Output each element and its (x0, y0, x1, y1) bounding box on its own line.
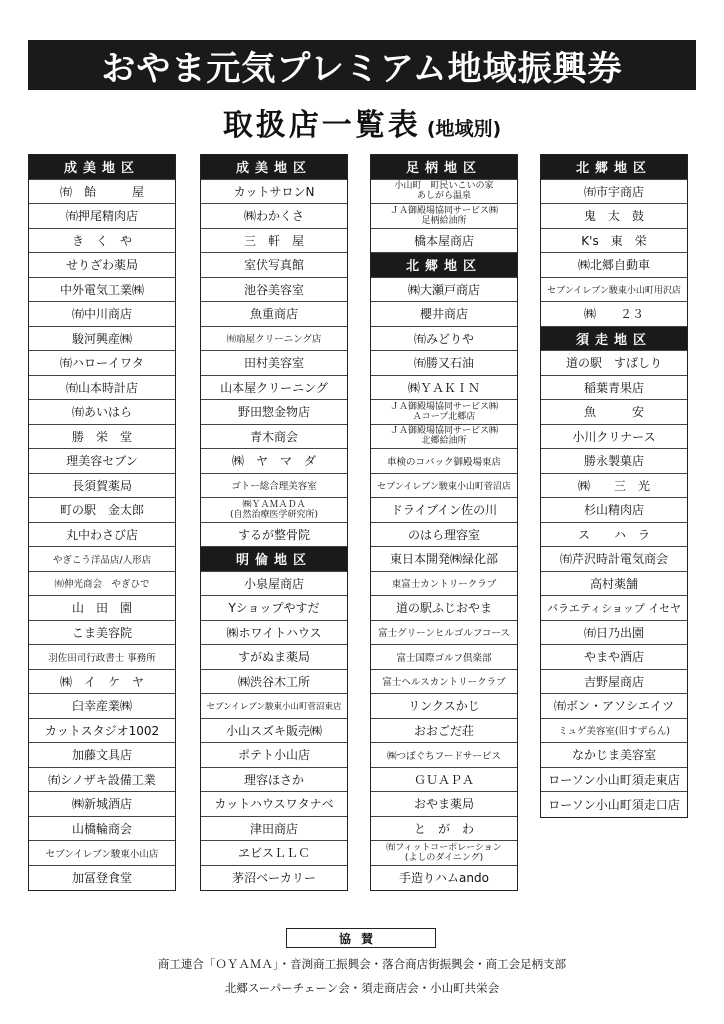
store-entry: 富士ヘルスカントリークラブ (371, 670, 517, 695)
store-entry: カットサロンN (201, 180, 347, 205)
store-entry (371, 180, 517, 205)
store-name-line-1: ＪＡ御殿場協同サービス㈱ (389, 426, 498, 437)
store-entry: 三 軒 屋 (201, 229, 347, 254)
store-entry: ㈱ ヤ マ ダ (201, 449, 347, 474)
store-entry: ㈱わかくさ (201, 204, 347, 229)
store-entry: K's 東 栄 (541, 229, 687, 254)
store-entry: ㈱北郷自動車 (541, 253, 687, 278)
store-name-line-2: (よしのダイニング) (404, 852, 484, 863)
store-entry: ㈲扇屋クリーニング店 (201, 327, 347, 352)
store-column-3 (370, 154, 518, 891)
store-entry: 勝永製菓店 (541, 449, 687, 474)
store-entry: 小泉屋商店 (201, 572, 347, 597)
store-entry: 理美容セブン (29, 449, 175, 474)
store-entry: ㈱ イ ケ ヤ (29, 670, 175, 695)
store-column-2 (200, 154, 348, 891)
store-entry (371, 204, 517, 229)
sponsor-line-2: 北郷スーパーチェーン会・須走商店会・小山町共栄会 (224, 981, 500, 995)
store-entry: なかじま美容室 (541, 743, 687, 768)
store-name-line-2: あしがら温泉 (416, 191, 471, 202)
store-entry: 池谷美容室 (201, 278, 347, 303)
store-entry: 茅沼ベーカリー (232, 871, 316, 886)
store-entry: 勝 栄 堂 (29, 425, 175, 450)
store-entry: 魚 安 (541, 400, 687, 425)
store-entry: ㈱ 三 光 (541, 474, 687, 499)
store-entry: ㈲ハローイワタ (29, 351, 175, 376)
store-entry: 東富士カントリークラブ (371, 572, 517, 597)
store-entry: 富士国際ゴルフ倶楽部 (371, 645, 517, 670)
store-entry: バラエティショップ イセヤ (541, 596, 687, 621)
store-entry: やまや酒店 (541, 645, 687, 670)
store-entry: ㈲日乃出園 (541, 621, 687, 646)
store-entry: 橋本屋商店 (371, 229, 517, 254)
sponsor-line-1: 商工連合「ＯＹＡＭＡ」・音渕商工振興会・落合商店街振興会・商工会足柄支部 (157, 957, 567, 971)
store-entry: 町の駅 金太郎 (29, 498, 175, 523)
store-name-line-1: ㈱ＹＡＭＡＤＡ (242, 499, 306, 510)
store-entry: ㈱渋谷木工所 (201, 670, 347, 695)
district-header: 成美地区 (29, 155, 175, 180)
store-name-line-2: (自然治療医学研究所) (229, 509, 319, 520)
store-entry: 杉山精肉店 (541, 498, 687, 523)
store-entry: ローソン小山町須走口店 (548, 797, 680, 812)
store-entry: 東日本開発㈱緑化部 (371, 547, 517, 572)
subtitle-main: 取扱店一覧表 (222, 108, 421, 143)
store-entry: ㈱大瀬戸商店 (371, 278, 517, 303)
store-entry: ＧＵＡＰＡ (371, 768, 517, 793)
store-entry: ヱビスＬＬＣ (201, 841, 347, 866)
store-entry (371, 841, 517, 866)
store-entry: ㈱ホワイトハウス (201, 621, 347, 646)
sponsor-label: 協賛 (286, 928, 436, 948)
store-entry: 手造りハムando (399, 871, 489, 886)
store-entry: 理容ほさか (201, 768, 347, 793)
store-entry: 富士グリーンヒルゴルフコース (371, 621, 517, 646)
store-entry: ㈱ＹＡＫＩＮ (371, 376, 517, 401)
store-entry: ミュゲ美容室(旧すずらん) (541, 719, 687, 744)
store-entry: 駿河興産㈱ (29, 327, 175, 352)
district-header: 北郷地区 (541, 155, 687, 180)
store-entry: こま美容院 (29, 621, 175, 646)
store-entry: 野田惣金物店 (201, 400, 347, 425)
store-entry: 魚重商店 (201, 302, 347, 327)
store-entry: 櫻井商店 (371, 302, 517, 327)
store-entry: 車検のコバック御殿場東店 (371, 449, 517, 474)
store-entry: ㈲ボン・アソシエイツ (541, 694, 687, 719)
store-entry: ㈲ 飴 屋 (29, 180, 175, 205)
store-entry: 羽佐田司行政書士 事務所 (29, 645, 175, 670)
store-entry: セブンイレブン駿東小山町菅沼店 (371, 474, 517, 499)
district-header: 須走地区 (541, 327, 687, 352)
store-entry: 加藤文具店 (29, 743, 175, 768)
store-entry: ㈲あいはら (29, 400, 175, 425)
store-entry: ㈲山本時計店 (29, 376, 175, 401)
store-entry: ドライブイン佐の川 (371, 498, 517, 523)
store-entry: ゴトー総合理美容室 (201, 474, 347, 499)
store-entry: カットハウスワタナベ (201, 792, 347, 817)
district-header: 成美地区 (201, 155, 347, 180)
store-entry: 丸中わさび店 (29, 523, 175, 548)
store-entry: ローソン小山町須走東店 (541, 768, 687, 793)
store-entry: セブンイレブン駿東小山町用沢店 (541, 278, 687, 303)
store-name-line-1: ＪＡ御殿場協同サービス㈱ (389, 401, 498, 412)
store-entry: 道の駅 すばしり (541, 351, 687, 376)
store-entry: ㈱ ２３ (541, 302, 687, 327)
store-entry: ㈲押尾精肉店 (29, 204, 175, 229)
district-header: 足柄地区 (371, 155, 517, 180)
store-entry: Yショップやすだ (201, 596, 347, 621)
store-entry: カットスタジオ1002 (29, 719, 175, 744)
store-entry: すがぬま薬局 (201, 645, 347, 670)
store-entry: 山 田 園 (29, 596, 175, 621)
store-column-1 (28, 154, 176, 891)
district-header: 北郷地区 (371, 253, 517, 278)
store-entry: 山本屋クリーニング (201, 376, 347, 401)
store-entry: 稲葉青果店 (541, 376, 687, 401)
store-entry: するが整骨院 (201, 523, 347, 548)
store-name-line-1: ㈲フィットコーポレーション (386, 842, 502, 853)
store-name-line-2: Ａコープ北郷店 (412, 411, 476, 422)
store-entry: 小川クリナース (541, 425, 687, 450)
store-entry: ㈲市宇商店 (541, 180, 687, 205)
title-banner: おやま元気プレミアム地域振興券 (28, 40, 696, 90)
store-name-line-1: 小山町 町民いこいの家 (394, 181, 494, 192)
store-entry: 臼幸産業㈱ (29, 694, 175, 719)
store-column-4 (540, 154, 688, 818)
store-entry: 鬼 太 鼓 (541, 204, 687, 229)
store-entry: 室伏写真館 (201, 253, 347, 278)
store-entry: 高村薬舗 (541, 572, 687, 597)
store-entry: おやま薬局 (371, 792, 517, 817)
store-entry: と が わ (371, 817, 517, 842)
store-entry: 長須賀薬局 (29, 474, 175, 499)
store-entry: リンクスかじ (371, 694, 517, 719)
store-entry: やぎこう洋品店/人形店 (29, 547, 175, 572)
store-entry: 山橋輪商会 (29, 817, 175, 842)
store-entry: 田村美容室 (201, 351, 347, 376)
subtitle (0, 100, 724, 144)
store-entry: ㈲シノザキ設備工業 (29, 768, 175, 793)
store-entry: のはら理容室 (371, 523, 517, 548)
store-entry: ㈲伸光商会 やぎひで (29, 572, 175, 597)
store-entry: 加冨登食堂 (71, 871, 132, 886)
store-entry: セブンイレブン駿東小山店 (29, 841, 175, 866)
store-entry: ㈲勝又石油 (371, 351, 517, 376)
store-entry: 小山スズキ販売㈱ (201, 719, 347, 744)
store-name-line-2: 北郷給油所 (421, 436, 467, 447)
subtitle-note: (地域別) (426, 118, 502, 140)
district-header: 明倫地区 (201, 547, 347, 572)
store-entry: ㈲芹沢時計電気商会 (541, 547, 687, 572)
store-entry: ス ハ ラ (541, 523, 687, 548)
store-entry: ㈱新城酒店 (29, 792, 175, 817)
store-entry: ㈲みどりや (371, 327, 517, 352)
store-name-line-2: 足柄給油所 (421, 215, 467, 226)
store-entry (201, 498, 347, 523)
store-entry: き く や (29, 229, 175, 254)
store-name-line-1: ＪＡ御殿場協同サービス㈱ (389, 205, 498, 216)
store-entry: 青木商会 (201, 425, 347, 450)
store-entry: ポテト小山店 (201, 743, 347, 768)
store-entry (371, 425, 517, 450)
store-entry: 津田商店 (201, 817, 347, 842)
store-entry: 中外電気工業㈱ (29, 278, 175, 303)
store-entry (371, 400, 517, 425)
store-entry: セブンイレブン駿東小山町菅沼東店 (201, 694, 347, 719)
store-entry: 道の駅ふじおやま (371, 596, 517, 621)
store-entry: ㈲中川商店 (29, 302, 175, 327)
store-entry: おおごだ荘 (371, 719, 517, 744)
store-entry: ㈱つぼぐちフードサービス (371, 743, 517, 768)
store-entry: せりざわ薬局 (29, 253, 175, 278)
store-entry: 吉野屋商店 (541, 670, 687, 695)
